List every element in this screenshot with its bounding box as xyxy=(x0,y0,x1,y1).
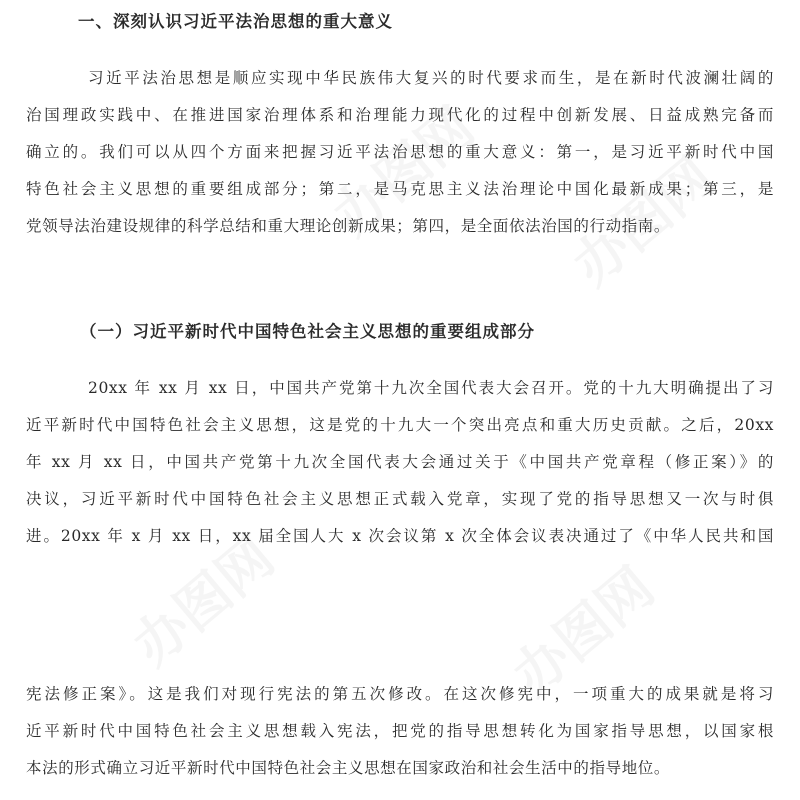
paragraph-1-line: 确立的。我们可以从四个方面来把握习近平法治思想的重大意义：第一，是习近平新时代中国 xyxy=(26,143,774,161)
paragraph-2-line: 20xx 年 xx 月 xx 日，中国共产党第十九次全国代表大会召开。党的十九大明确提出了习 xyxy=(88,379,774,397)
watermark-logo: 办图网 xyxy=(321,95,486,248)
paragraph-1-line: 特色社会主义思想的重要组成部分；第二，是马克思主义法治理论中国化最新成果；第三，是 xyxy=(26,180,774,198)
paragraph-3-line: 本法的形式确立习近平新时代中国特色社会主义思想在国家政治和社会生活中的指导地位。 xyxy=(26,759,671,777)
watermark-logo: 办图网 xyxy=(501,555,666,708)
paragraph-1-line: 治国理政实践中、在推进国家治理体系和治理能力现代化的过程中创新发展、日益成熟完备而 xyxy=(26,106,774,124)
paragraph-1-line: 党领导法治建设规律的科学总结和重大理论创新成果；第四，是全面依法治国的行动指南。 xyxy=(26,217,671,235)
paragraph-2-line: 年 xx 月 xx 日，中国共产党第十九次全国代表大会通过关于《中国共产党章程（修正案）》的 xyxy=(26,453,774,471)
watermark-logo: 办图网 xyxy=(561,145,726,298)
paragraph-3 xyxy=(26,676,774,787)
paragraph-3-line: 近平新时代中国特色社会主义思想载入宪法，把党的指导思想转化为国家指导思想，以国家根 xyxy=(26,722,774,740)
watermark-logo: 办图网 xyxy=(121,525,286,678)
paragraph-1 xyxy=(26,60,774,245)
paragraph-2 xyxy=(26,370,774,555)
section-heading-1: 一、深刻认识习近平法治思想的重大意义 xyxy=(78,12,393,31)
paragraph-2-line: 近平新时代中国特色社会主义思想，这是党的十九大一个突出亮点和重大历史贡献。之后，20xx xyxy=(26,416,774,434)
paragraph-3-line: 宪法修正案》。这是我们对现行宪法的第五次修改。在这次修宪中，一项重大的成果就是将习 xyxy=(26,685,774,703)
section-heading-2: （一）习近平新时代中国特色社会主义思想的重要组成部分 xyxy=(80,322,535,341)
paragraph-2-line: 决议，习近平新时代中国特色社会主义思想正式载入党章，实现了党的指导思想又一次与时俱 xyxy=(26,490,774,508)
paragraph-2-line: 进。20xx 年 x 月 xx 日，xx 届全国人大 x 次会议第 x 次全体会议表决通过了《中华人民共和国 xyxy=(26,527,774,545)
paragraph-1-line: 习近平法治思想是顺应实现中华民族伟大复兴的时代要求而生，是在新时代波澜壮阔的 xyxy=(88,69,774,87)
